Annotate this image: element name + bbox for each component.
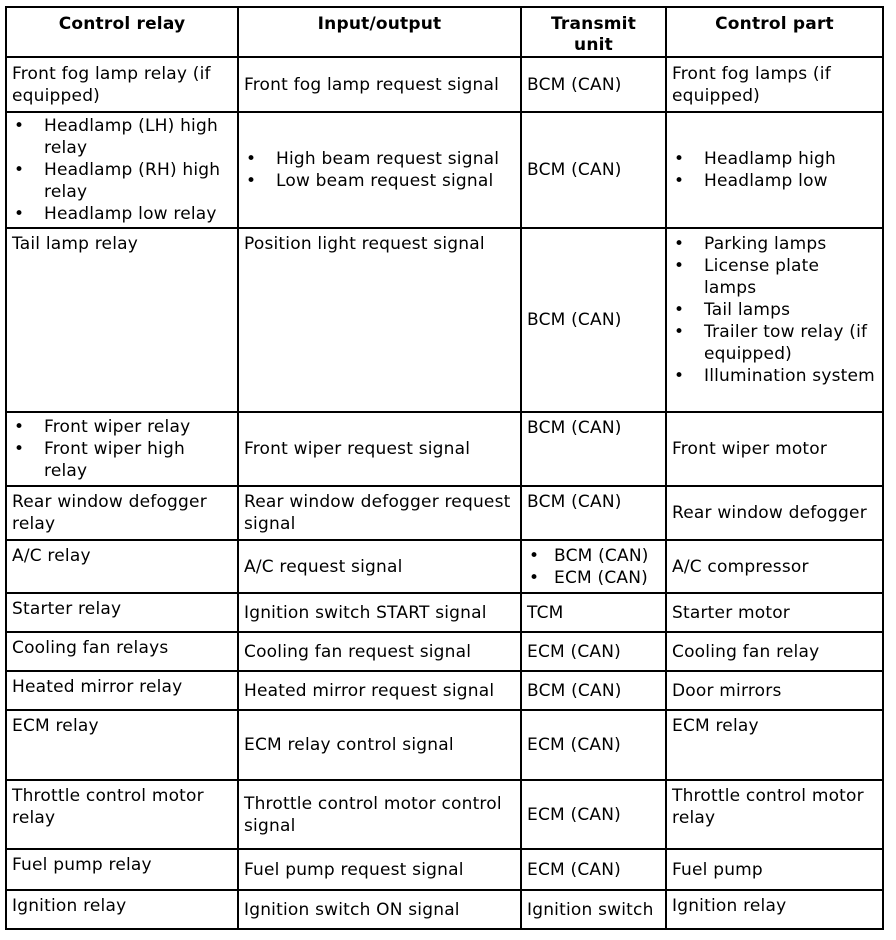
list-item: • Headlamp low [674,171,828,191]
bullet-list [672,233,877,387]
table-row [6,849,883,890]
cell-control-relay: Heated mirror relay [6,671,238,710]
bullet-icon: • [674,149,685,169]
list-item: • High beam request signal [246,149,500,169]
cell-transmit-unit: BCM (CAN) [521,57,666,112]
list-item: • Tail lamps [674,300,791,320]
bullet-icon: • [246,171,257,191]
list-item: • Trailer tow relay (if equipped) [674,322,868,364]
cell-control-relay: Tail lamp relay [6,228,238,412]
bullet-icon: • [674,256,685,276]
cell-control-part: Front fog lamps (if equipped) [666,57,883,112]
cell-transmit-unit: BCM (CAN) [521,486,666,540]
cell-input-output: Position light request signal [238,228,521,412]
cell-control-part: Front wiper motor [666,412,883,486]
cell-control-relay: Fuel pump relay [6,849,238,890]
bullet-icon: • [674,171,685,191]
bullet-icon: • [674,322,685,342]
table-row [6,890,883,929]
bullet-list [12,115,232,225]
bullet-icon: • [14,204,25,224]
cell-control-relay: Throttle control motor relay [6,780,238,849]
cell-input-output: Ignition switch START signal [238,593,521,632]
table-row [6,780,883,849]
header-input-output: Input/output [238,7,521,57]
list-item: • BCM (CAN) [529,545,649,566]
cell-transmit-unit: ECM (CAN) [521,632,666,671]
cell-control-part: Ignition relay [666,890,883,929]
cell-input-output: Throttle control motor control signal [238,780,521,849]
bullet-icon: • [674,234,685,254]
header-transmit-unit: Transmit unit [521,7,666,57]
bullet-icon: • [14,417,25,437]
cell-control-relay: Rear window defogger relay [6,486,238,540]
list-item: • Headlamp high [674,149,837,169]
cell-input-output: ECM relay control signal [238,710,521,780]
cell-control-part: Rear window defogger [666,486,883,540]
cell-transmit-unit: Ignition switch [521,890,666,929]
cell-control-relay: Ignition relay [6,890,238,929]
cell-control-part [666,228,883,412]
cell-control-part: Throttle control motor relay [666,780,883,849]
list-item: • Front wiper relay [14,417,191,437]
list-item: • License plate lamps [674,256,820,298]
cell-control-part: Starter motor [666,593,883,632]
cell-control-relay: Front fog lamp relay (if equipped) [6,57,238,112]
cell-input-output: Fuel pump request signal [238,849,521,890]
cell-input-output: A/C request signal [238,540,521,593]
table-row [6,671,883,710]
cell-transmit-unit: BCM (CAN) [521,228,666,412]
cell-transmit-unit: BCM (CAN) [521,112,666,228]
list-item: • Front wiper high relay [14,439,185,481]
cell-control-relay: Cooling fan relays [6,632,238,671]
cell-control-relay: ECM relay [6,710,238,780]
table-row [6,57,883,112]
bullet-icon: • [14,116,25,136]
bullet-list [527,545,660,589]
cell-control-part: Fuel pump [666,849,883,890]
cell-input-output [238,112,521,228]
bullet-icon: • [529,567,540,588]
cell-transmit-unit: BCM (CAN) [521,412,666,486]
cell-input-output: Ignition switch ON signal [238,890,521,929]
table-row [6,710,883,780]
control-relay-table-container [5,6,882,930]
table-row [6,540,883,593]
cell-transmit-unit: ECM (CAN) [521,780,666,849]
table-row [6,632,883,671]
cell-control-relay [6,112,238,228]
bullet-icon: • [246,149,257,169]
cell-input-output: Rear window defogger request signal [238,486,521,540]
control-relay-table [5,6,884,930]
cell-input-output: Cooling fan request signal [238,632,521,671]
list-item: • Low beam request signal [246,171,494,191]
cell-control-part [666,112,883,228]
table-row [6,593,883,632]
list-item: • Headlamp low relay [14,204,217,224]
bullet-list [672,148,877,192]
cell-transmit-unit: TCM [521,593,666,632]
cell-control-part: ECM relay [666,710,883,780]
bullet-icon: • [14,160,25,180]
table-header-row [6,7,883,57]
bullet-list [244,148,515,192]
table-row [6,112,883,228]
header-control-relay: Control relay [6,7,238,57]
table-row [6,228,883,412]
bullet-icon: • [14,439,25,459]
cell-control-relay: Starter relay [6,593,238,632]
table-row [6,486,883,540]
list-item: • Illumination system [674,366,875,386]
bullet-list [12,416,232,482]
cell-transmit-unit: BCM (CAN) [521,671,666,710]
cell-control-part: A/C compressor [666,540,883,593]
table-body [6,57,883,929]
list-item: • Headlamp (RH) high relay [14,160,221,202]
list-item: • Parking lamps [674,234,827,254]
cell-control-part: Cooling fan relay [666,632,883,671]
header-control-part: Control part [666,7,883,57]
list-item: • ECM (CAN) [529,567,648,588]
cell-control-relay [6,412,238,486]
cell-control-part: Door mirrors [666,671,883,710]
cell-input-output: Heated mirror request signal [238,671,521,710]
cell-transmit-unit [521,540,666,593]
cell-transmit-unit: ECM (CAN) [521,849,666,890]
table-row [6,412,883,486]
bullet-icon: • [674,300,685,320]
cell-input-output: Front fog lamp request signal [238,57,521,112]
list-item: • Headlamp (LH) high relay [14,116,218,158]
bullet-icon: • [674,366,685,386]
bullet-icon: • [529,545,540,566]
cell-transmit-unit: ECM (CAN) [521,710,666,780]
cell-input-output: Front wiper request signal [238,412,521,486]
cell-control-relay: A/C relay [6,540,238,593]
